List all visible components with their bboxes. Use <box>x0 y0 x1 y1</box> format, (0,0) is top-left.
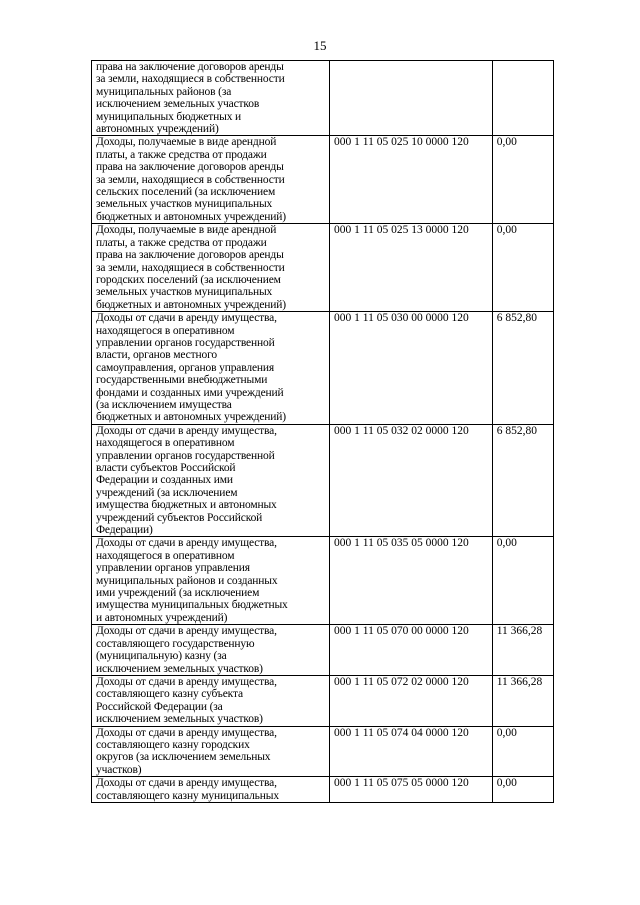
revenue-code-cell: 000 1 11 05 025 13 0000 120 <box>330 224 493 312</box>
revenue-name: Доходы от сдачи в аренду имущества, находящегося в оперативном управлении органов управления муниципальных районов и созданных ими учреждений (за исключением имущества муниципальных бюджетных и автономных учреждений) <box>96 537 288 624</box>
revenue-name-cell <box>92 625 330 676</box>
revenue-code-cell: 000 1 11 05 075 05 0000 120 <box>330 777 493 803</box>
table-row <box>92 61 554 136</box>
revenue-code-cell: 000 1 11 05 035 05 0000 120 <box>330 537 493 625</box>
table-row <box>92 224 554 312</box>
revenue-amount-cell: 6 852,80 <box>492 424 553 537</box>
revenue-name-cell <box>92 537 330 625</box>
table-row <box>92 312 554 425</box>
revenue-amount-cell: 0,00 <box>492 136 553 224</box>
table-row <box>92 424 554 537</box>
revenue-name: Доходы от сдачи в аренду имущества, составляющего казну муниципальных <box>96 777 279 802</box>
table-row <box>92 675 554 726</box>
revenue-amount-cell: 6 852,80 <box>492 312 553 425</box>
revenue-name: Доходы от сдачи в аренду имущества, составляющего казну городских округов (за исключением земельных участков) <box>96 726 277 776</box>
revenue-name: Доходы, получаемые в виде арендной платы, а также средства от продажи права на заключение договоров аренды за земли, находящиеся в собственности сельских поселений (за исключением земельных участков муниципальных бюджетных и автономных учреждений) <box>96 136 286 223</box>
revenue-name-cell <box>92 61 330 136</box>
revenue-code-cell: 000 1 11 05 032 02 0000 120 <box>330 424 493 537</box>
revenue-name: права на заключение договоров аренды за земли, находящиеся в собственности муниципальных районов (за исключением земельных участков муниципальных бюджетных и автономных учреждений) <box>96 61 285 136</box>
revenue-code-cell: 000 1 11 05 070 00 0000 120 <box>330 625 493 676</box>
revenue-name-cell <box>92 726 330 777</box>
table-row <box>92 777 554 803</box>
revenue-code-cell: 000 1 11 05 025 10 0000 120 <box>330 136 493 224</box>
revenue-name-cell <box>92 312 330 425</box>
table-row <box>92 726 554 777</box>
revenue-name: Доходы от сдачи в аренду имущества, находящегося в оперативном управлении органов государственной власти субъектов Российской Федерации и созданных ими учреждений (за исключением имущества бюджетных и автономных учреждений субъектов Российской Федерации) <box>96 424 277 537</box>
revenue-amount-cell <box>492 61 553 136</box>
revenue-code-cell <box>330 61 493 136</box>
revenue-amount-cell: 0,00 <box>492 777 553 803</box>
table-row <box>92 136 554 224</box>
revenue-amount-cell: 0,00 <box>492 726 553 777</box>
revenue-code-cell: 000 1 11 05 074 04 0000 120 <box>330 726 493 777</box>
revenue-amount-cell: 0,00 <box>492 537 553 625</box>
revenue-name: Доходы от сдачи в аренду имущества, находящегося в оперативном управлении органов государственной власти, органов местного самоуправления, органов управления государственными внебюджетными фондами и созданных ими учреждений (за исключением имущества бюджетных и автономных учреждений) <box>96 312 286 424</box>
revenue-amount-cell: 11 366,28 <box>492 675 553 726</box>
revenue-code-cell: 000 1 11 05 072 02 0000 120 <box>330 675 493 726</box>
revenue-name: Доходы, получаемые в виде арендной платы, а также средства от продажи права на заключение договоров аренды за земли, находящиеся в собственности городских поселений (за исключением земельных участков муниципальных бюджетных и автономных учреждений) <box>96 224 286 311</box>
revenue-name-cell <box>92 224 330 312</box>
revenue-name-cell <box>92 675 330 726</box>
table-row <box>92 625 554 676</box>
revenue-amount-cell: 0,00 <box>492 224 553 312</box>
revenue-name-cell <box>92 777 330 803</box>
revenue-amount-cell: 11 366,28 <box>492 625 553 676</box>
budget-revenue-table <box>91 60 554 803</box>
revenue-code-cell: 000 1 11 05 030 00 0000 120 <box>330 312 493 425</box>
revenue-name: Доходы от сдачи в аренду имущества, составляющего государственную (муниципальную) казну (за исключением земельных участков) <box>96 625 277 675</box>
page-number: 15 <box>313 38 327 53</box>
revenue-name-cell <box>92 424 330 537</box>
revenue-name: Доходы от сдачи в аренду имущества, составляющего казну субъекта Российской Федерации (за исключением земельных участков) <box>96 675 277 726</box>
revenue-name-cell <box>92 136 330 224</box>
table-row <box>92 537 554 625</box>
